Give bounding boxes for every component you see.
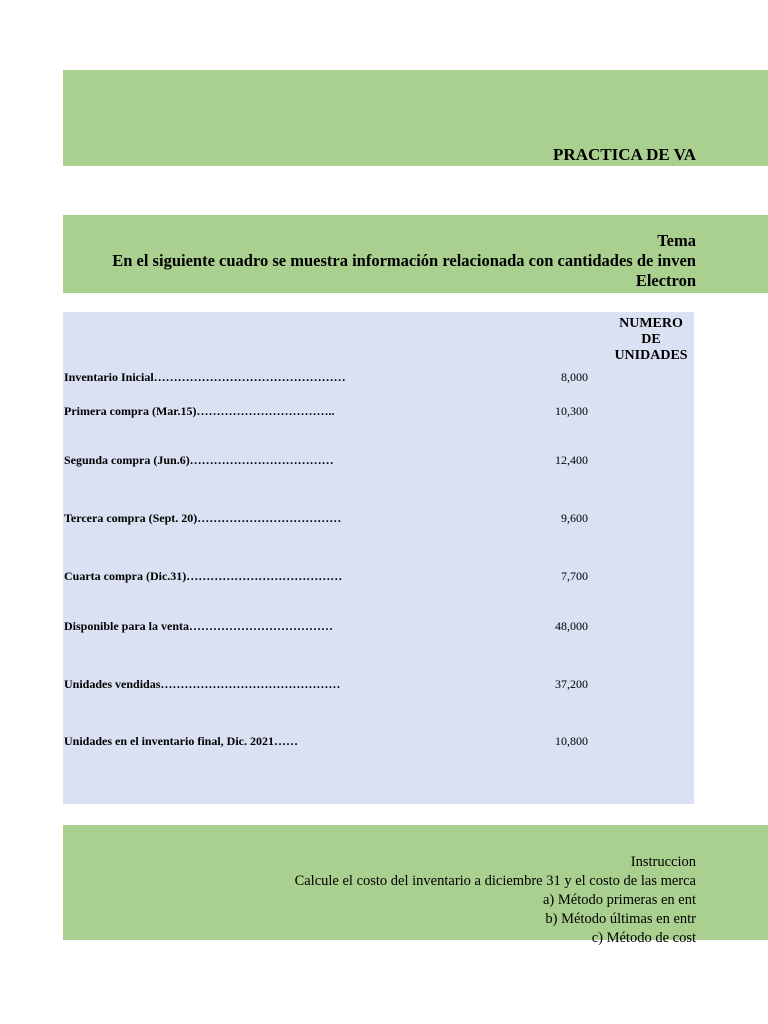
row-label-second-purchase: Segunda compra (Jun.6)……………………………… — [64, 453, 334, 467]
topic-description: En el siguiente cuadro se muestra información relacionada con cantidades de inven — [112, 251, 696, 270]
instructions-task: Calcule el costo del inventario a diciembre 31 y el costo de las merca — [294, 873, 696, 889]
row-value-second-purchase: 12,400 — [555, 453, 588, 467]
topic-text — [63, 231, 696, 291]
instructions-option-a: a) Método primeras en ent — [542, 892, 696, 908]
instructions-option-b: b) Método últimas en entr — [545, 911, 696, 927]
row-value-units-sold: 37,200 — [555, 677, 588, 691]
page-title: PRACTICA DE VA — [553, 145, 696, 164]
instructions-heading: Instruccion — [630, 854, 696, 870]
row-label-first-purchase: Primera compra (Mar.15)…………………………….. — [64, 404, 335, 418]
row-value-available-for-sale: 48,000 — [555, 619, 588, 633]
row-label-units-sold: Unidades vendidas……………………………………… — [64, 677, 341, 691]
row-label-available-for-sale: Disponible para la venta……………………………… — [64, 619, 334, 633]
row-label-initial-inventory: Inventario Inicial………………………………………… — [64, 370, 346, 384]
instructions-text — [63, 853, 696, 948]
units-column-header: NUMERO DE UNIDADES — [614, 316, 688, 363]
row-label-ending-inventory: Unidades en el inventario final, Dic. 2021…… — [64, 734, 299, 748]
instructions-option-c: c) Método de cost — [591, 930, 696, 946]
row-value-first-purchase: 10,300 — [555, 404, 588, 418]
row-label-third-purchase: Tercera compra (Sept. 20)……………………………… — [64, 511, 342, 525]
row-value-third-purchase: 9,600 — [561, 511, 588, 525]
row-value-fourth-purchase: 7,700 — [561, 569, 588, 583]
inventory-table — [63, 312, 694, 804]
topic-company: Electron — [635, 271, 696, 290]
row-value-initial-inventory: 8,000 — [561, 370, 588, 384]
topic-heading: Tema — [657, 231, 696, 250]
row-label-fourth-purchase: Cuarta compra (Dic.31)………………………………… — [64, 569, 343, 583]
row-value-ending-inventory: 10,800 — [555, 734, 588, 748]
